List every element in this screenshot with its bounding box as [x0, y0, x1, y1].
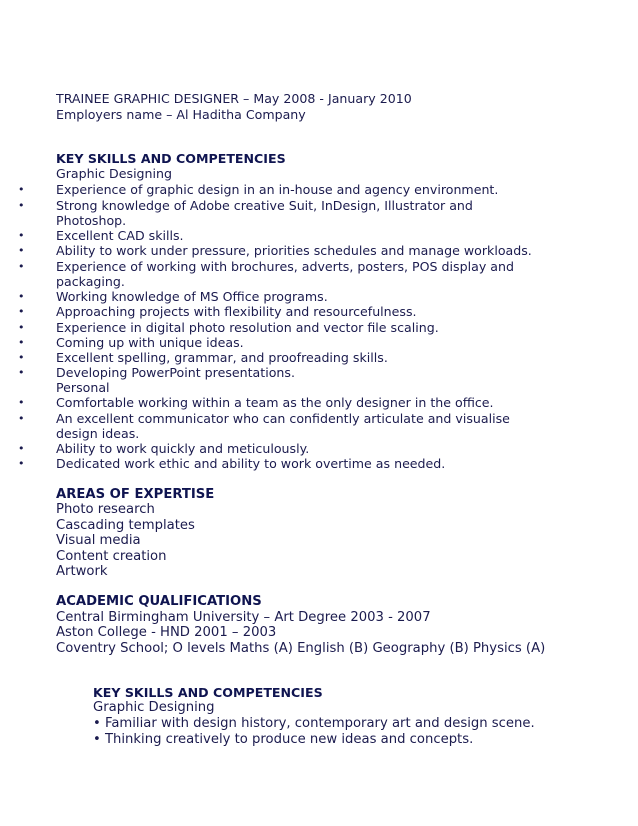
- expertise-item: Content creation: [56, 549, 167, 564]
- expertise-heading: AREAS OF EXPERTISE: [56, 487, 215, 502]
- personal-subheading: Personal: [56, 380, 110, 395]
- skill-item: Developing PowerPoint presentations.: [56, 365, 295, 380]
- graphic-designing-subheading: Graphic Designing: [56, 166, 173, 181]
- bullet-icon: •: [18, 457, 25, 470]
- skill-item: Strong knowledge of Adobe creative Suit, InDesign, Illustrator and Photoshop.: [56, 198, 473, 229]
- bullet-icon: •: [18, 351, 25, 364]
- personal-item: Ability to work quickly and meticulously.: [56, 441, 310, 456]
- academic-heading: ACADEMIC QUALIFICATIONS: [56, 594, 262, 609]
- bullet-icon: •: [18, 229, 25, 242]
- bullet-icon: •: [18, 260, 25, 273]
- skill-item: Working knowledge of MS Office programs.: [56, 289, 328, 304]
- personal-item: An excellent communicator who can confidently articulate and visualise design ideas.: [56, 411, 510, 442]
- expertise-item: Photo research: [56, 502, 155, 517]
- skill-item: Approaching projects with flexibility and resourcefulness.: [56, 304, 417, 319]
- bullet-icon: •: [18, 183, 25, 196]
- bullet-icon: •: [18, 396, 25, 409]
- expertise-item: Artwork: [56, 564, 108, 579]
- personal-item: Comfortable working within a team as the only designer in the office.: [56, 395, 494, 410]
- skill-item: Ability to work under pressure, priorities schedules and manage workloads.: [56, 243, 532, 258]
- skill-item: Excellent spelling, grammar, and proofreading skills.: [56, 350, 388, 365]
- employer-name: Employers name – Al Haditha Company: [56, 107, 306, 122]
- graphic-designing-subheading-2: Graphic Designing: [93, 700, 215, 715]
- expertise-item: Cascading templates: [56, 518, 195, 533]
- key-skills-heading: KEY SKILLS AND COMPETENCIES: [56, 151, 286, 166]
- bullet-icon: •: [18, 199, 25, 212]
- bullet-icon: •: [18, 412, 25, 425]
- bullet-icon: •: [18, 290, 25, 303]
- qualification-item: Aston College - HND 2001 – 2003: [56, 625, 277, 640]
- bullet-icon: •: [18, 366, 25, 379]
- bullet-icon: •: [18, 244, 25, 257]
- bullet-icon: •: [18, 442, 25, 455]
- skill-item-2: • Familiar with design history, contemporary art and design scene.: [93, 716, 535, 731]
- job-title: TRAINEE GRAPHIC DESIGNER – May 2008 - January 2010: [56, 91, 412, 106]
- bullet-icon: •: [18, 336, 25, 349]
- skill-item: Experience of working with brochures, adverts, posters, POS display and packaging.: [56, 259, 514, 290]
- qualification-item: Coventry School; O levels Maths (A) English (B) Geography (B) Physics (A): [56, 641, 546, 656]
- personal-item: Dedicated work ethic and ability to work overtime as needed.: [56, 456, 446, 471]
- bullet-icon: •: [18, 305, 25, 318]
- skill-item: Experience of graphic design in an in-house and agency environment.: [56, 182, 499, 197]
- skill-item: Experience in digital photo resolution and vector file scaling.: [56, 320, 439, 335]
- qualification-item: Central Birmingham University – Art Degree 2003 - 2007: [56, 610, 431, 625]
- skill-item: Coming up with unique ideas.: [56, 335, 244, 350]
- key-skills-heading-2: KEY SKILLS AND COMPETENCIES: [93, 685, 323, 700]
- expertise-item: Visual media: [56, 533, 141, 548]
- skill-item: Excellent CAD skills.: [56, 228, 184, 243]
- bullet-icon: •: [18, 321, 25, 334]
- skill-item-2: • Thinking creatively to produce new ideas and concepts.: [93, 732, 474, 747]
